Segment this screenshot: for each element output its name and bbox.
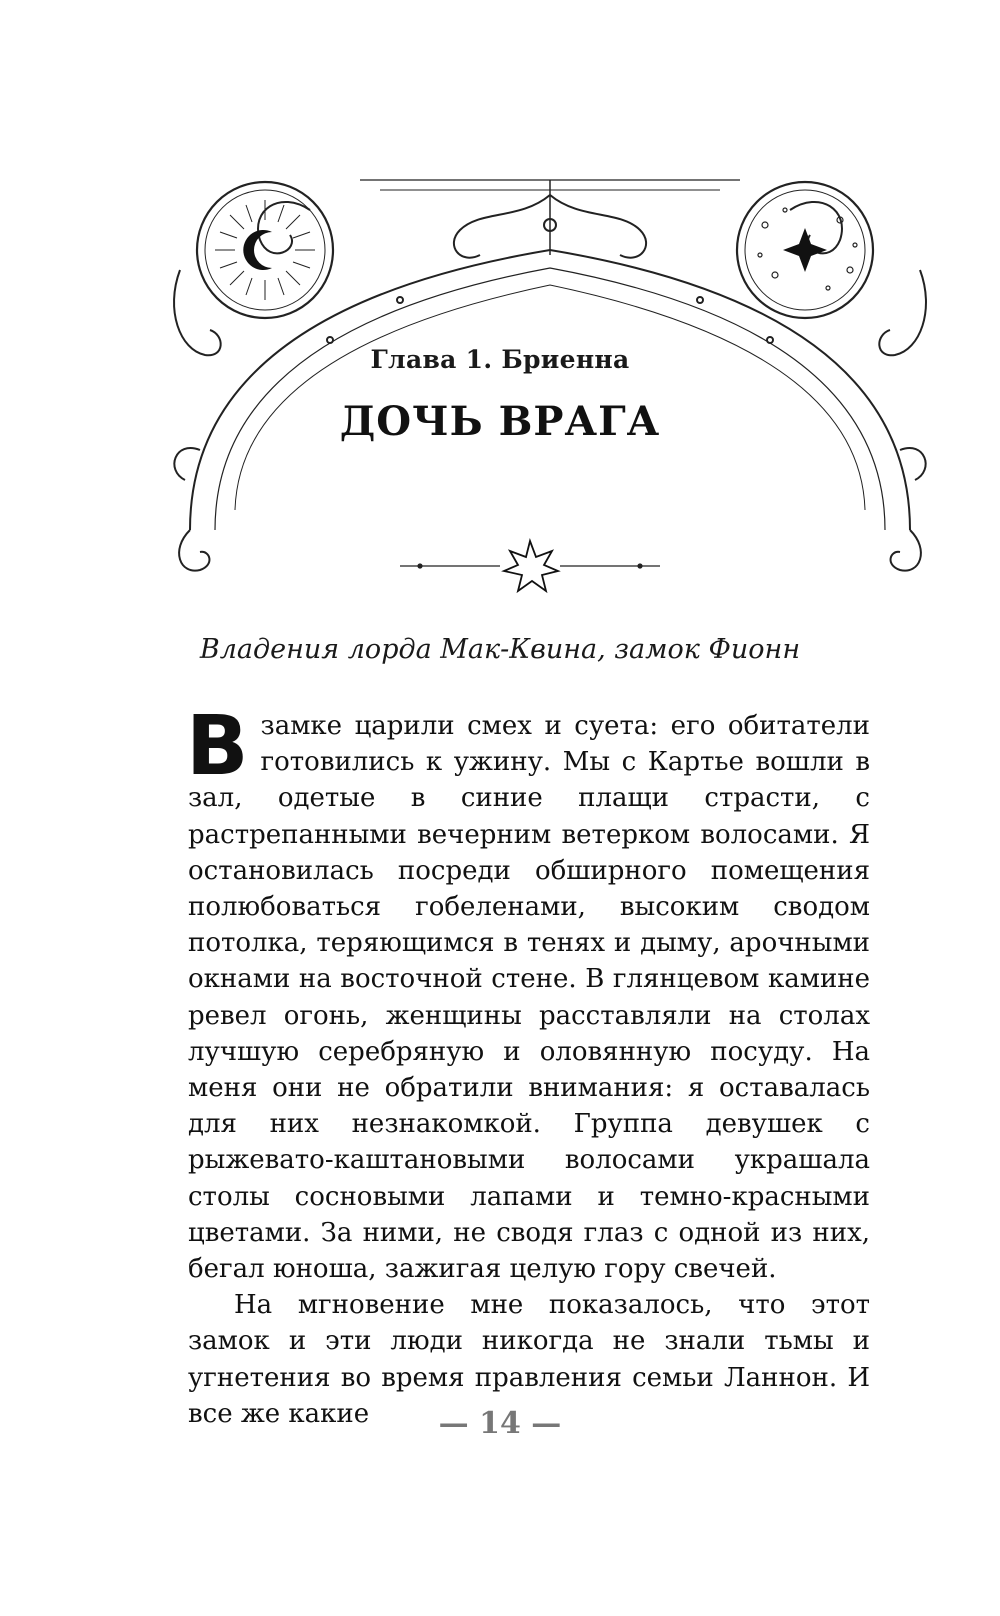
drop-cap: В — [186, 699, 249, 794]
paragraph — [186, 699, 870, 1287]
paragraph-2: На мгновение мне показалось, что этот замок и эти люди никогда не знали тьмы и угнетения во время правления семьи Ланнон. И все же какие — [188, 1290, 870, 1429]
eight-point-star-icon — [504, 541, 558, 591]
chapter-title: ДОЧЬ ВРАГА — [339, 398, 661, 445]
page-number: — 14 — — [438, 1406, 562, 1441]
body-text — [186, 699, 870, 1432]
star-constellation-icon — [758, 208, 857, 290]
chapter-label: Глава 1. Бриенна — [370, 345, 630, 374]
location-subtitle: Владения лорда Мак-Квина, замок Фионн — [199, 634, 801, 665]
paragraph-1-text: замке царили смех и суета: его обитатели готовились к ужину. Мы с Картье вошли в зал, одетые в синие плащи страсти, с растрепанными вечерним ветерком волосами. Я остановилась посреди обширного помещения полюбоваться гобеленами, высоким сводом потолка, теряющимся в тенях и дыму, арочными окнами на восточной стене. В глянцевом камине ревел огонь, женщины расставляли на столах лучшую серебряную и оловянную посуду. На меня они не обратили внимания: я оставалась для них незнакомкой. Группа девушек с рыжевато-каштановыми волосами украшала столы сосновыми лапами и темно-красными цветами. За ними, не сводя глаз с одной из них, бегал юноша, зажигая целую гору свечей. — [188, 711, 870, 1285]
crescent-moon-sun-icon — [215, 200, 315, 300]
ornamental-divider — [400, 535, 660, 595]
